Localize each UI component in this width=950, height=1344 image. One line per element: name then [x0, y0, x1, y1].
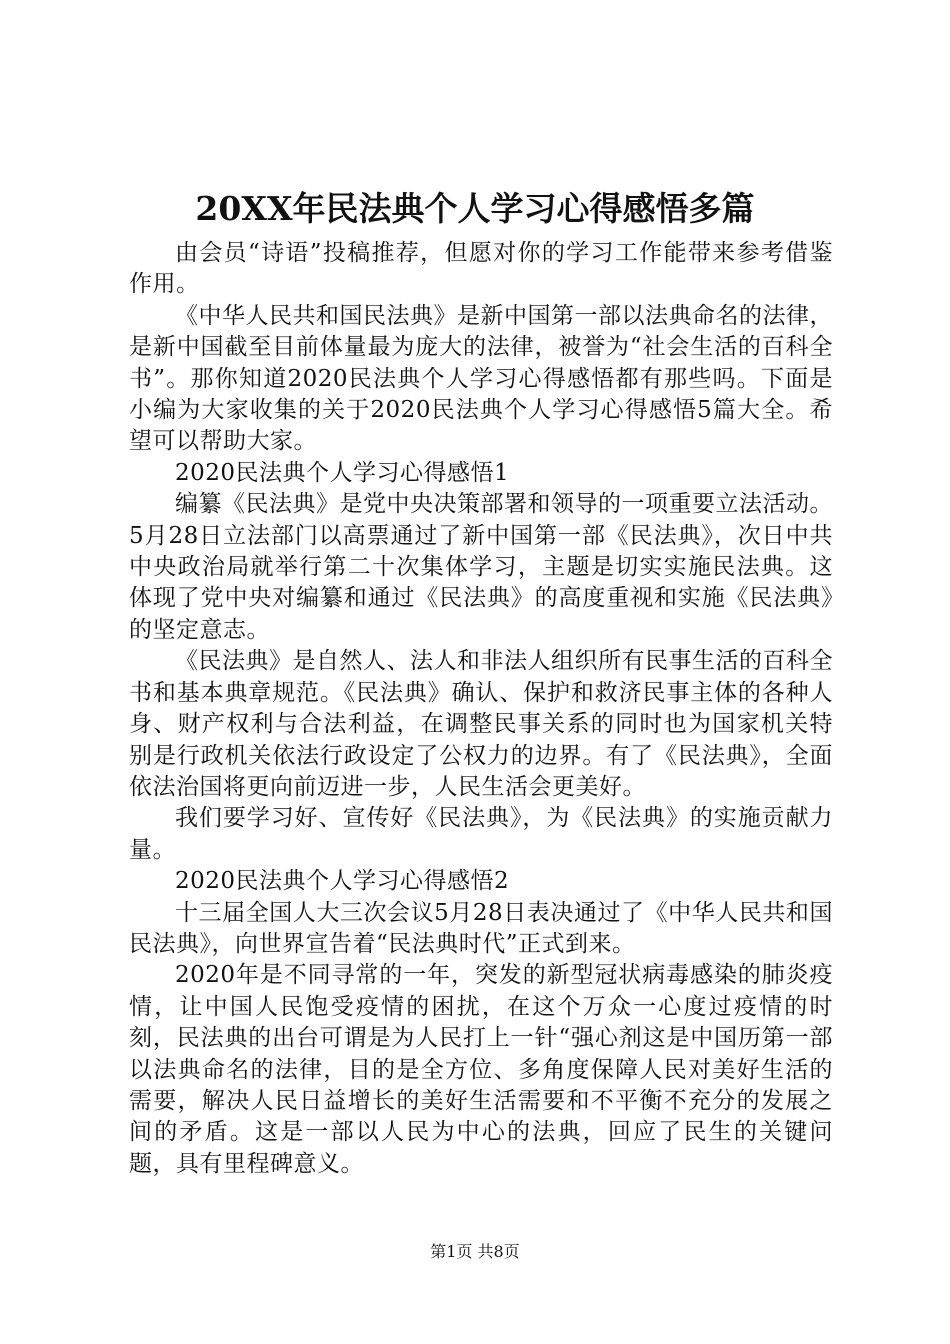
page-number: 第1页 共8页: [430, 1242, 520, 1261]
paragraph: 编纂《民法典》是党中央决策部署和领导的一项重要立法活动。5月28日立法部门以高票通过了新中国第一部《民法典》，次日中共中央政治局就举行第二十次集体学习，主题是切实实施民法典。这体现了党中央对编纂和通过《民法典》的高度重视和实施《民法典》的坚定意志。: [129, 491, 833, 643]
document-title: 20XX年民法典个人学习心得感悟多篇: [195, 189, 755, 228]
paragraph: 由会员“诗语”投稿推荐，但愿对你的学习工作能带来参考借鉴作用。: [129, 240, 833, 298]
paragraph: 《民法典》是自然人、法人和非法人组织所有民事生活的百科全书和基本典章规范。《民法典》确认、保护和救济民事主体的各种人身、财产权利与合法利益，在调整民事关系的同时也为国家机关特别是行政机关依法行政设定了公权力的边界。有了《民法典》，全面依法治国将更向前迈进一步，人民生活会更美好。: [129, 648, 833, 800]
paragraph: 我们要学习好、宣传好《民法典》，为《民法典》的实施贡献力量。: [129, 805, 833, 863]
section-heading: 2020民法典个人学习心得感悟1: [175, 459, 510, 486]
paragraph: 十三届全国人大三次会议5月28日表决通过了《中华人民共和国民法典》，向世界宣告着“民法典时代”正式到来。: [129, 899, 833, 957]
document-body: [129, 238, 833, 1180]
paragraph: 2020年是不同寻常的一年，突发的新型冠状病毒感染的肺炎疫情，让中国人民饱受疫情的困扰，在这个万众一心度过疫情的时刻，民法典的出台可谓是为人民打上一针“强心剂这是中国历第一部以法典命名的法律，目的是全方位、多角度保障人民对美好生活的需要，解决人民日益增长的美好生活需要和不平衡不充分的发展之间的矛盾。这是一部以人民为中心的法典，回应了民生的关键问题，具有里程碑意义。: [129, 962, 833, 1177]
paragraph: 《中华人民共和国民法典》是新中国第一部以法典命名的法律，是新中国截至目前体量最为庞大的法律，被誉为“社会生活的百科全书”。那你知道2020民法典个人学习心得感悟都有那些吗。下面是小编为大家收集的关于2020民法典个人学习心得感悟5篇大全。希望可以帮助大家。: [129, 302, 833, 455]
section-heading: 2020民法典个人学习心得感悟2: [175, 868, 510, 895]
